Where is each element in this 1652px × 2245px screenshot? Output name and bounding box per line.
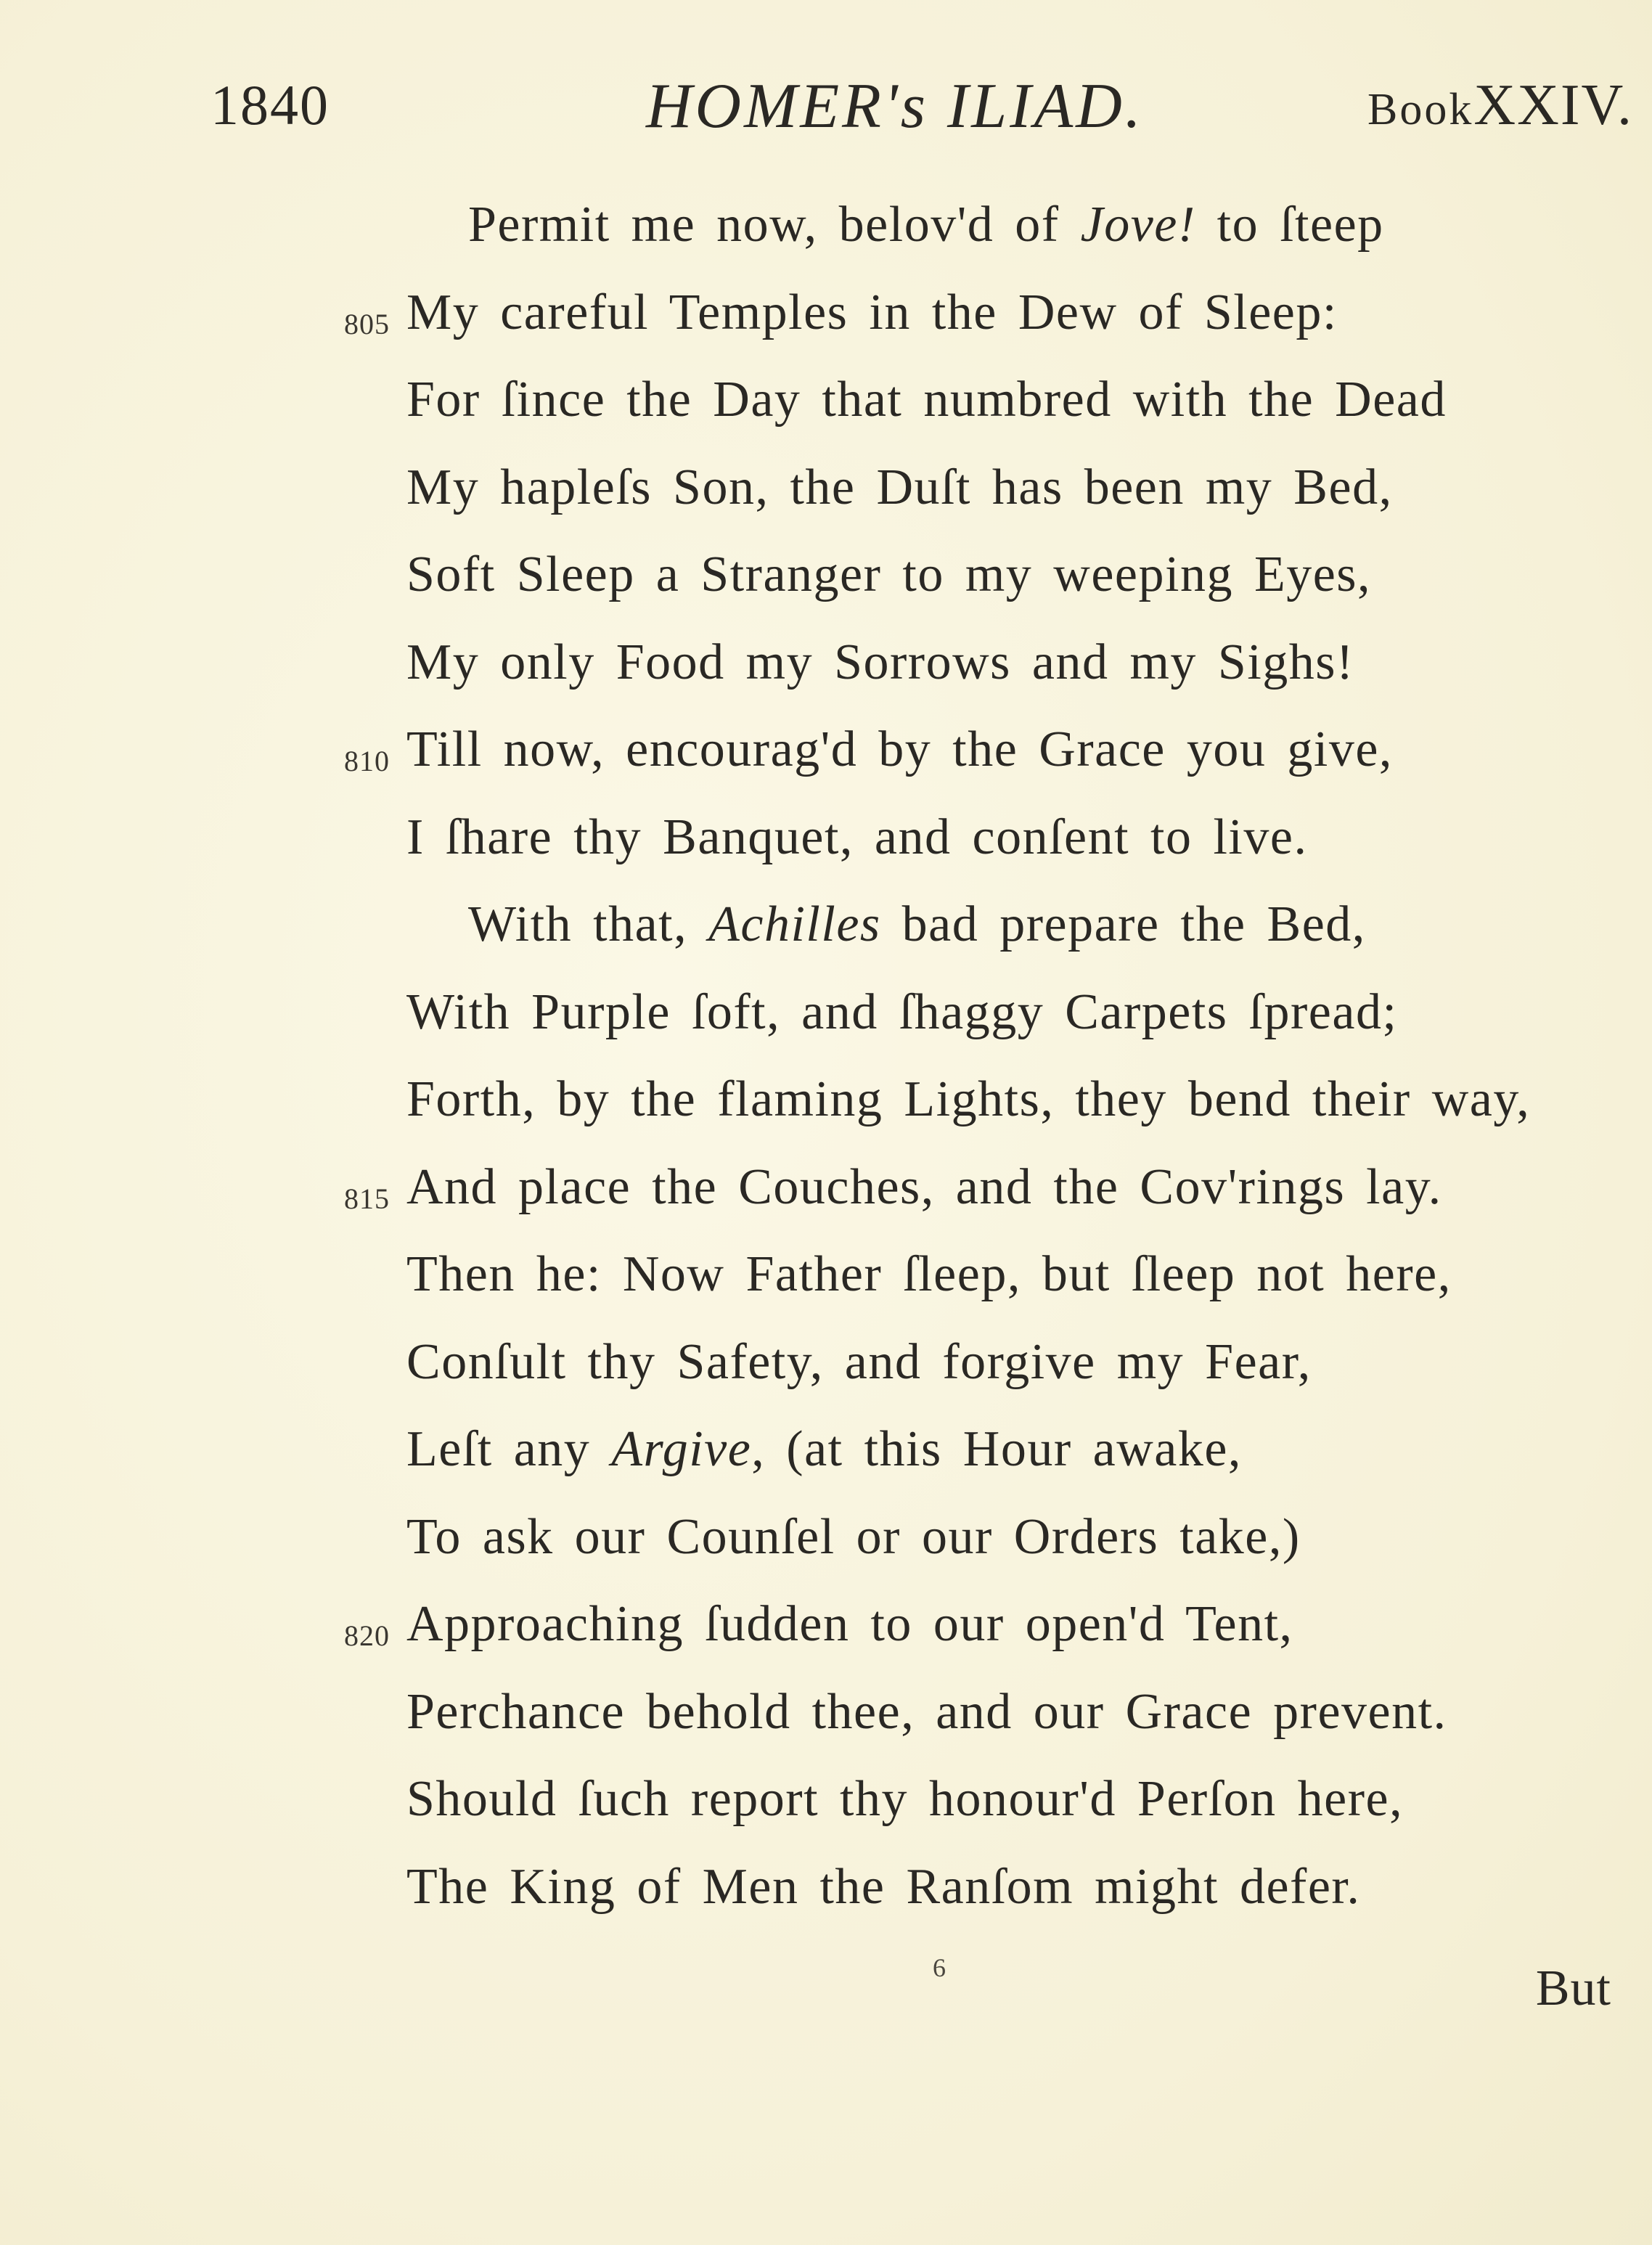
book-number: XXIV. <box>1473 73 1633 137</box>
line-text: Perchance behold thee, and our Grace prevent. <box>406 1683 1447 1740</box>
verse-line <box>0 634 1652 721</box>
page-footer <box>0 1945 1652 2032</box>
verse-line <box>0 1858 1652 1946</box>
line-text: To ask our Counſel or our Orders take,) <box>406 1508 1301 1565</box>
verse-line <box>0 1071 1652 1158</box>
line-text: The King of Men the Ranſom might defer. <box>406 1858 1361 1915</box>
catchword: But <box>1535 1960 1611 2016</box>
line-number: 805 <box>344 307 390 340</box>
line-text: My only Food my Sorrows and my Sighs! <box>406 634 1354 690</box>
line-number: 820 <box>344 1619 390 1652</box>
verse-line <box>0 1595 1652 1683</box>
line-text: With Purple ſoft, and ſhaggy Carpets ſpread; <box>406 984 1398 1040</box>
verse-line <box>0 984 1652 1071</box>
verse-line <box>0 371 1652 459</box>
verse-block <box>0 196 1652 1945</box>
line-text: Permit me now, belov'd of Jove! to ſteep <box>468 197 1384 253</box>
line-text: Forth, by the flaming Lights, they bend their way, <box>406 1071 1531 1127</box>
verse-line <box>0 1333 1652 1421</box>
page-number: 1840 <box>210 73 330 136</box>
line-text: Leſt any Argive, (at this Hour awake, <box>406 1421 1242 1477</box>
verse-line <box>0 1246 1652 1333</box>
verse-line <box>0 196 1652 284</box>
line-text: And place the Couches, and the Cov'rings lay. <box>406 1158 1442 1215</box>
line-text: My hapleſs Son, the Duſt has been my Bed, <box>406 459 1393 515</box>
line-text: Should ſuch report thy honour'd Perſon here, <box>406 1771 1404 1827</box>
running-title: HOMER's ILIAD. <box>646 71 1144 142</box>
line-text: My careful Temples in the Dew of Sleep: <box>406 284 1338 340</box>
line-number: 815 <box>344 1182 390 1215</box>
line-text: Soft Sleep a Stranger to my weeping Eyes, <box>406 547 1372 602</box>
verse-line <box>0 809 1652 896</box>
verse-line <box>0 721 1652 809</box>
verse-line <box>0 1158 1652 1246</box>
line-number: 810 <box>344 745 390 777</box>
verse-line <box>0 1770 1652 1858</box>
verse-line <box>0 459 1652 547</box>
line-text: Approaching ſudden to our open'd Tent, <box>406 1596 1293 1652</box>
line-text: For ſince the Day that numbred with the Dead <box>406 372 1447 428</box>
verse-line <box>0 284 1652 372</box>
signature-mark: 6 <box>933 1953 946 1982</box>
line-text: I ſhare thy Banquet, and conſent to live. <box>406 809 1308 865</box>
book-prefix: Book <box>1367 85 1474 134</box>
verse-line <box>0 546 1652 634</box>
line-text: With that, Achilles bad prepare the Bed, <box>468 896 1366 952</box>
verse-line <box>0 1683 1652 1771</box>
verse-line <box>0 1508 1652 1596</box>
running-head <box>210 73 1633 152</box>
line-text: Conſult thy Safety, and forgive my Fear, <box>406 1333 1312 1390</box>
verse-line <box>0 1420 1652 1508</box>
book-label <box>1367 73 1633 139</box>
line-text: Till now, encourag'd by the Grace you give, <box>406 721 1393 777</box>
verse-line <box>0 896 1652 984</box>
line-text: Then he: Now Father ſleep, but ſleep not here, <box>406 1246 1452 1302</box>
